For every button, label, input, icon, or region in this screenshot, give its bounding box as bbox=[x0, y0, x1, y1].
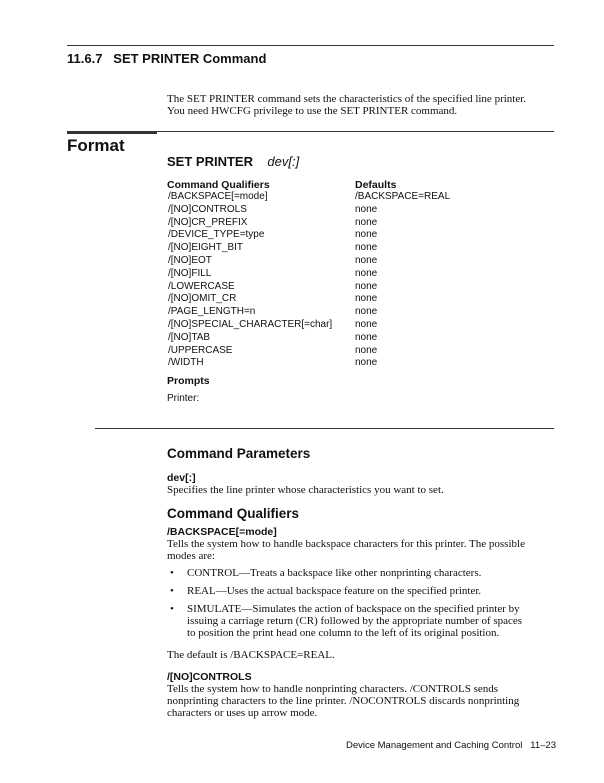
qualifier-default: none bbox=[355, 203, 378, 215]
intro-paragraph bbox=[167, 93, 526, 117]
command-name: SET PRINTER bbox=[167, 154, 253, 169]
section-heading bbox=[67, 51, 266, 66]
desc-line: Tells the system how to handle nonprinting characters. /CONTROLS sends bbox=[167, 683, 499, 695]
prompts-header: Prompts bbox=[167, 375, 210, 387]
qualifiers-heading: Command Qualifiers bbox=[167, 506, 300, 521]
bullet-line: to position the print head one column to the left of its original position. bbox=[187, 627, 500, 639]
format-heading: Format bbox=[67, 136, 125, 155]
qualifier-default: /BACKSPACE=REAL bbox=[355, 191, 451, 202]
bullet-icon: • bbox=[170, 603, 174, 615]
qualifier-default: none bbox=[355, 331, 378, 343]
defaults-header: Defaults bbox=[355, 179, 397, 191]
bullet-item bbox=[170, 585, 482, 597]
qualifier-name: /[NO]TAB bbox=[168, 331, 211, 343]
qualifier-default: none bbox=[355, 255, 378, 266]
format-rule-thick bbox=[67, 132, 157, 134]
qualifier-default: none bbox=[355, 229, 378, 241]
intro-line: You need HWCFG privilege to use the SET PRINTER command. bbox=[167, 105, 458, 117]
qualifier-name: /[NO]SPECIAL_CHARACTER[=char] bbox=[168, 319, 333, 330]
bullet-line: REAL—Uses the actual backspace feature on the specified printer. bbox=[187, 585, 482, 597]
backspace-desc bbox=[167, 538, 525, 562]
qualifier-name: /UPPERCASE bbox=[168, 344, 233, 356]
qualifiers-header: Command Qualifiers bbox=[167, 179, 270, 191]
qualifier-default: none bbox=[355, 306, 378, 318]
qualifier-default: none bbox=[355, 319, 378, 330]
page-footer bbox=[346, 740, 556, 751]
qualifier-name: /[NO]CONTROLS bbox=[168, 203, 247, 215]
bullet-line: SIMULATE—Simulates the action of backspace on the specified printer by bbox=[187, 603, 520, 615]
qualifier-name: /[NO]EOT bbox=[168, 255, 212, 266]
controls-desc bbox=[167, 683, 519, 719]
params-heading: Command Parameters bbox=[167, 446, 311, 461]
prompt-text: Printer: bbox=[167, 393, 200, 404]
qualifier-name: /BACKSPACE[=mode] bbox=[168, 191, 268, 202]
qualifier-name: /[NO]EIGHT_BIT bbox=[168, 242, 244, 254]
bullet-line: issuing a carriage return (CR) followed by the appropriate number of spaces bbox=[187, 615, 523, 627]
bullet-icon: • bbox=[170, 567, 174, 579]
qualifier-name: /[NO]FILL bbox=[168, 267, 212, 279]
page-number: 11–23 bbox=[530, 740, 556, 751]
qualifier-default: none bbox=[355, 293, 378, 305]
qualifier-default: none bbox=[355, 357, 378, 369]
section-title: SET PRINTER Command bbox=[113, 51, 267, 66]
controls-name: /[NO]CONTROLS bbox=[167, 671, 252, 683]
format-syntax bbox=[167, 154, 299, 169]
qualifier-default: none bbox=[355, 344, 378, 356]
qualifier-name: /PAGE_LENGTH=n bbox=[168, 306, 256, 318]
footer-title: Device Management and Caching Control bbox=[345, 740, 523, 751]
bullet-item bbox=[170, 567, 482, 579]
param-name: dev[:] bbox=[167, 472, 196, 484]
intro-line: The SET PRINTER command sets the characteristics of the specified line printer. bbox=[167, 93, 527, 105]
command-param: dev[:] bbox=[267, 154, 300, 169]
desc-line: characters or uses up arrow mode. bbox=[167, 707, 318, 719]
desc-line: Tells the system how to handle backspace characters for this printer. The possible bbox=[167, 538, 525, 550]
qualifier-name: /WIDTH bbox=[168, 357, 204, 369]
top-rule bbox=[67, 45, 554, 46]
params-rule bbox=[95, 428, 554, 429]
qualifier-name: /DEVICE_TYPE=type bbox=[168, 229, 265, 241]
qualifier-default: none bbox=[355, 267, 378, 279]
qualifier-default: none bbox=[355, 242, 378, 254]
qualifier-name: /[NO]OMIT_CR bbox=[168, 293, 237, 305]
desc-line: modes are: bbox=[167, 550, 215, 562]
desc-line: nonprinting characters to the line printer. /NOCONTROLS discards nonprinting bbox=[167, 695, 520, 707]
section-number: 11.6.7 bbox=[67, 51, 103, 66]
bullet-line: CONTROL—Treats a backspace like other nonprinting characters. bbox=[187, 567, 482, 579]
backspace-name: /BACKSPACE[=mode] bbox=[167, 526, 277, 538]
qualifier-default: none bbox=[355, 280, 378, 292]
backspace-default: The default is /BACKSPACE=REAL. bbox=[167, 649, 335, 661]
qualifier-name: /[NO]CR_PREFIX bbox=[168, 216, 248, 228]
bullet-item bbox=[170, 603, 523, 639]
param-desc: Specifies the line printer whose characteristics you want to set. bbox=[167, 484, 444, 496]
bullet-icon: • bbox=[170, 585, 174, 597]
qualifier-name: /LOWERCASE bbox=[168, 280, 235, 292]
qualifier-default: none bbox=[355, 216, 378, 228]
